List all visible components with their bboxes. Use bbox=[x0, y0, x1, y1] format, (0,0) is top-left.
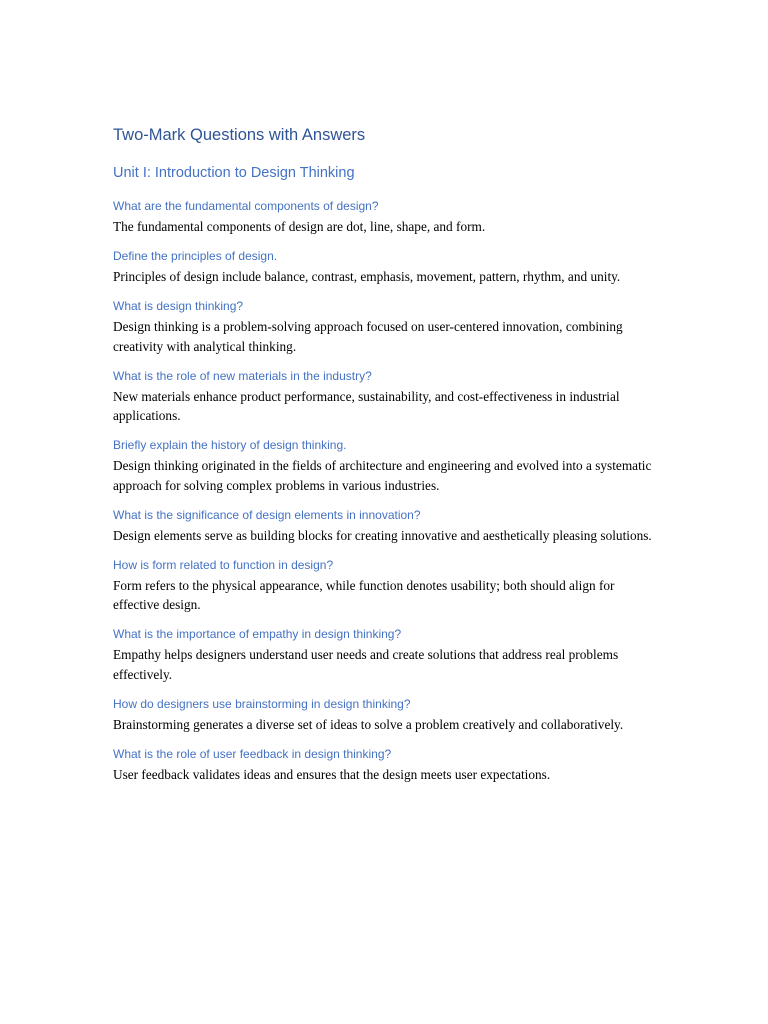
answer-text: The fundamental components of design are dot, line, shape, and form. bbox=[113, 219, 486, 234]
question-heading: How do designers use brainstorming in design thinking? bbox=[113, 696, 411, 711]
answer-text: Design elements serve as building blocks for creating innovative and aesthetically pleasing solutions. bbox=[113, 527, 652, 543]
answer-text: Brainstorming generates a diverse set of ideas to solve a problem creatively and collaboratively. bbox=[113, 716, 624, 732]
question-heading: What is design thinking? bbox=[113, 299, 244, 313]
question-heading: What is the importance of empathy in design thinking? bbox=[113, 627, 402, 641]
question-heading: What are the fundamental components of design? bbox=[113, 199, 379, 213]
qa-item bbox=[113, 248, 658, 287]
document-title: Two-Mark Questions with Answers bbox=[113, 126, 366, 144]
qa-item bbox=[113, 557, 658, 615]
qa-item bbox=[113, 626, 658, 684]
question-heading: What is the role of user feedback in design thinking? bbox=[113, 746, 392, 761]
qa-item bbox=[113, 746, 658, 785]
answer-text: Form refers to the physical appearance, while function denotes usability; both should align for effective design. bbox=[113, 577, 615, 612]
qa-item bbox=[113, 696, 658, 735]
answer-text: Empathy helps designers understand user needs and create solutions that address real problems effectively. bbox=[113, 647, 619, 682]
answer-text: Principles of design include balance, contrast, emphasis, movement, pattern, rhythm, and unity. bbox=[113, 269, 621, 284]
document-page bbox=[113, 124, 658, 796]
unit-heading: Unit I: Introduction to Design Thinking bbox=[113, 165, 355, 181]
qa-item bbox=[113, 298, 658, 356]
qa-item bbox=[113, 507, 658, 546]
answer-text: User feedback validates ideas and ensures that the design meets user expectations. bbox=[113, 766, 551, 782]
qa-item bbox=[113, 368, 658, 426]
answer-text: Design thinking is a problem-solving approach focused on user-centered innovation, combining creativity with analytical thinking. bbox=[113, 319, 623, 354]
question-heading: How is form related to function in design? bbox=[113, 557, 334, 572]
answer-text: New materials enhance product performance, sustainability, and cost-effectiveness in industrial applications. bbox=[113, 388, 620, 423]
question-heading: What is the role of new materials in the industry? bbox=[113, 368, 372, 383]
qa-item bbox=[113, 198, 658, 237]
qa-item bbox=[113, 437, 658, 495]
question-heading: Define the principles of design. bbox=[113, 249, 278, 263]
question-heading: What is the significance of design elements in innovation? bbox=[113, 507, 421, 522]
answer-text: Design thinking originated in the fields of architecture and engineering and evolved into a systematic approach for solving complex problems in various industries. bbox=[113, 458, 652, 493]
question-heading: Briefly explain the history of design thinking. bbox=[113, 438, 347, 452]
